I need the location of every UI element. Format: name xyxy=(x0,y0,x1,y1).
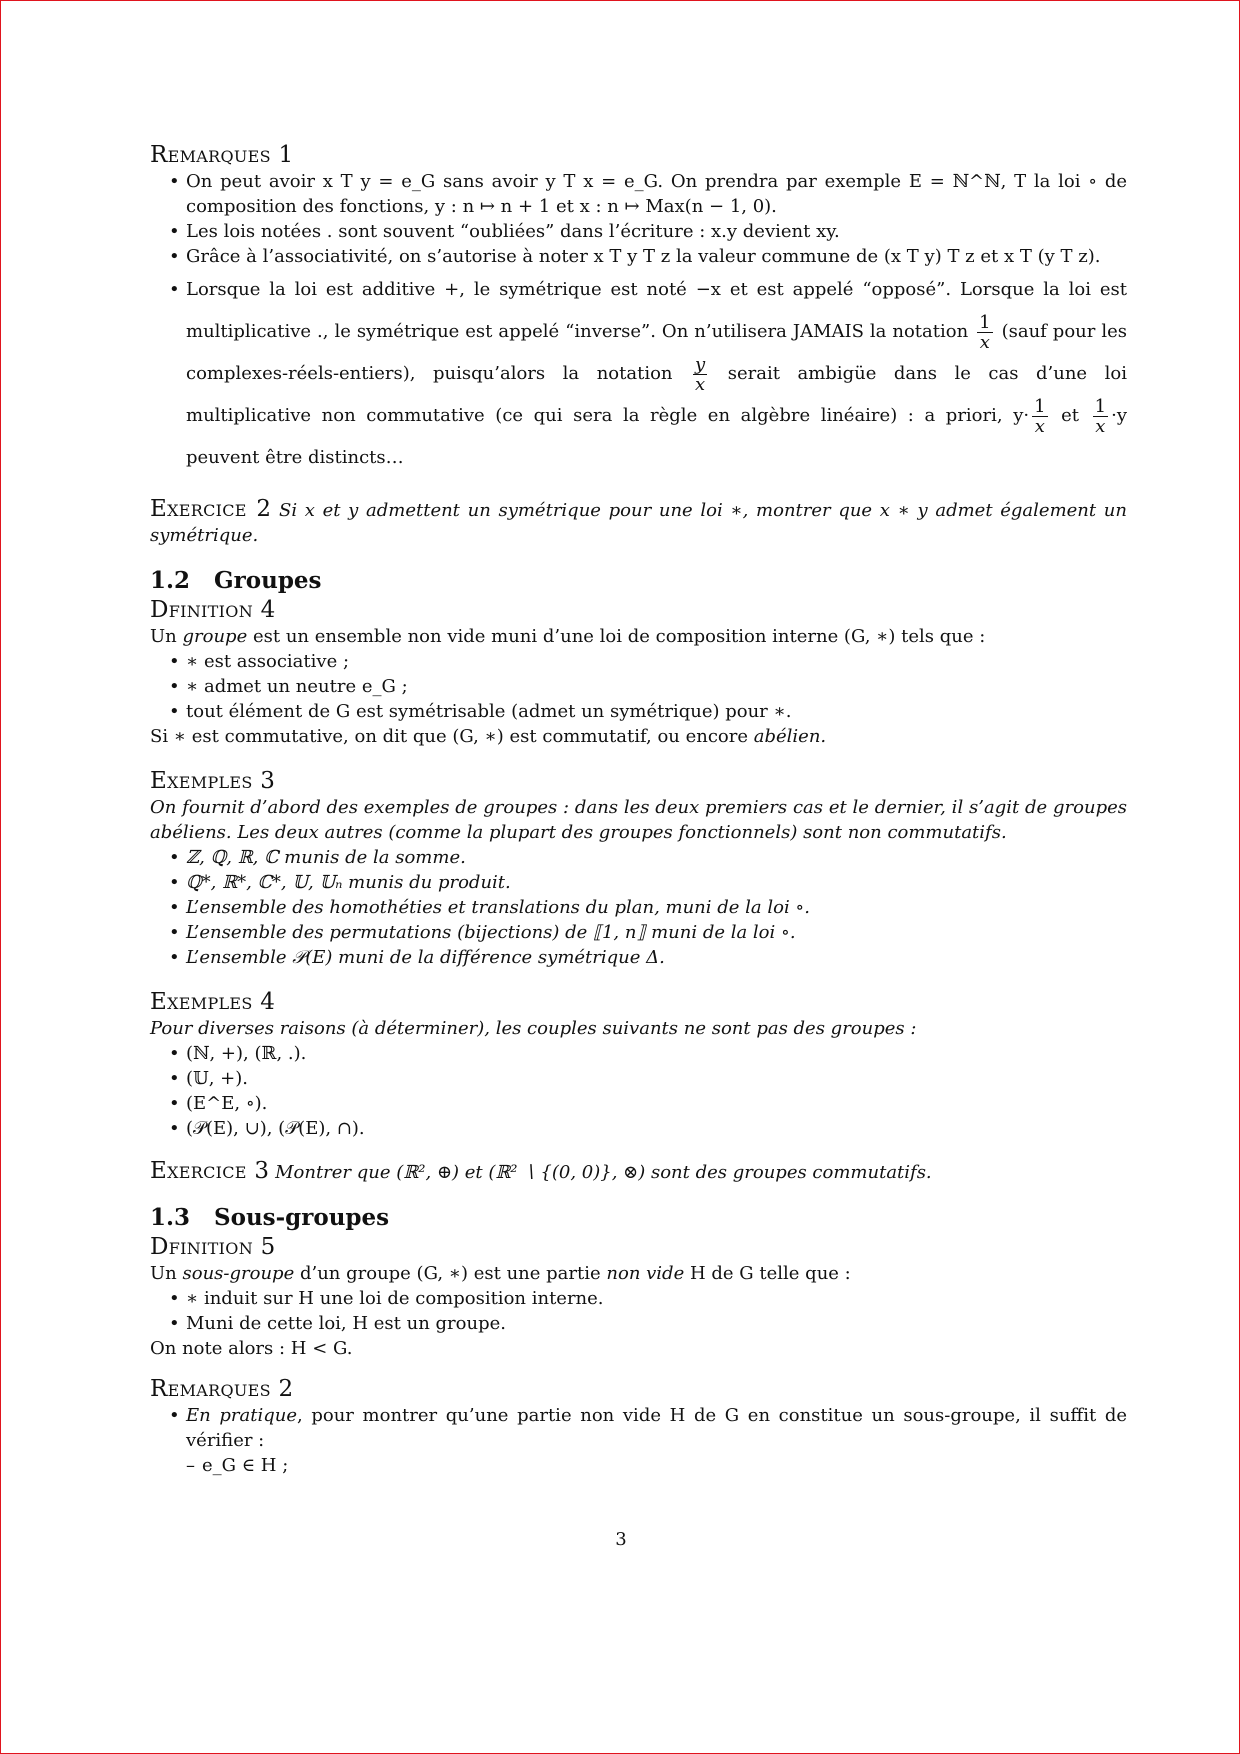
item4-text-3: serait ambigüe dans le cas d’une loi multiplicative non commutative (ce qui sera la règle en algèbre linéaire) : a priori, y· xyxy=(186,363,1127,426)
list-item: • (ℕ, +), (ℝ, .). xyxy=(186,1041,1127,1066)
section-number: 1.3 xyxy=(150,1204,191,1231)
list-item: • L’ensemble 𝒫(E) muni de la différence symétrique Δ. xyxy=(186,945,1127,970)
definition-5 xyxy=(150,1233,1127,1361)
section-title: Groupes xyxy=(214,567,322,594)
list-item: • (𝒫(E), ∪), (𝒫(E), ∩). xyxy=(186,1116,1127,1141)
exercise-3-label: Exercice 3 xyxy=(150,1158,270,1184)
remarks-2-title: Remarques 2 xyxy=(150,1376,294,1402)
examples-4-intro: Pour diverses raisons (à déterminer), les couples suivants ne sont pas des groupes : xyxy=(150,1018,917,1039)
sub-list-item: – e_G ∈ H ; xyxy=(202,1453,1127,1478)
examples-3-list xyxy=(150,845,1127,970)
remarks-2 xyxy=(150,1375,1127,1478)
list-item: • ∗ admet un neutre e_G ; xyxy=(186,674,1127,699)
exercise-2-label: Exercice 2 xyxy=(150,496,272,522)
list-item: • ℤ, ℚ, ℝ, ℂ munis de la somme. xyxy=(186,845,1127,870)
definition-4 xyxy=(150,596,1127,749)
section-1-2-heading xyxy=(150,566,1127,596)
list-item: • (E^E, ∘). xyxy=(186,1091,1127,1116)
examples-4-list xyxy=(150,1041,1127,1141)
list-item: • On peut avoir x T y = e_G sans avoir y T x = e_G. On prendra par exemple E = ℕ^ℕ, T la loi ∘ de composition des fonctions, y : n ↦ n + 1 et x : n ↦ Max(n − 1, 0). xyxy=(186,169,1127,219)
definition-5-outro: On note alors : H < G. xyxy=(150,1338,353,1359)
definition-5-list xyxy=(150,1286,1127,1336)
examples-4 xyxy=(150,988,1127,1141)
section-number: 1.2 xyxy=(150,567,191,594)
item4-text-1: Lorsque la loi est additive +, le symétrique est noté −x et est appelé “opposé”. Lorsque la loi est multiplicative ., le symétrique est appelé “inverse”. On n’utilisera JAMAIS la notation xyxy=(186,279,1127,342)
list-item: • En pratique, pour montrer qu’une partie non vide H de G en constitue un sous-groupe, il suffit de vérifier : – e_G ∈ H ; xyxy=(186,1403,1127,1478)
definition-4-title: Dfinition 4 xyxy=(150,597,276,623)
list-item: • (𝕌, +). xyxy=(186,1066,1127,1091)
examples-3-title: Exemples 3 xyxy=(150,768,276,794)
definition-4-list xyxy=(150,649,1127,724)
list-item: • ℚ*, ℝ*, ℂ*, 𝕌, 𝕌ₙ munis du produit. xyxy=(186,870,1127,895)
list-item: • tout élément de G est symétrisable (admet un symétrique) pour ∗. xyxy=(186,699,1127,724)
exercise-3 xyxy=(150,1159,1127,1185)
remarks-1-list xyxy=(150,169,1127,479)
item4-text-and: et xyxy=(1061,405,1080,426)
list-item: • ∗ est associative ; xyxy=(186,649,1127,674)
fraction-y-over-x: $\frac{y}{x}$ xyxy=(695,353,706,395)
definition-5-title: Dfinition 5 xyxy=(150,1234,276,1260)
remarks-1 xyxy=(150,141,1127,479)
definition-5-intro: Un sous-groupe d’un groupe (G, ∗) est une partie non vide H de G telle que : xyxy=(150,1263,851,1284)
list-item: • L’ensemble des homothéties et translations du plan, muni de la loi ∘. xyxy=(186,895,1127,920)
definition-4-outro: Si ∗ est commutative, on dit que (G, ∗) est commutatif, ou encore abélien. xyxy=(150,726,827,747)
examples-3-intro: On fournit d’abord des exemples de groupes : dans les deux premiers cas et le dernier, il s’agit de groupes abéliens. Les deux autres (comme la plupart des groupes fonctionnels) sont non commutatifs. xyxy=(150,797,1127,843)
item4-text-2: (sauf pour les complexes-réels-entiers), puisqu’alors la notation xyxy=(186,321,1127,384)
exercise-2 xyxy=(150,497,1127,548)
exercise-2-text: Si x et y admettent un symétrique pour une loi ∗, montrer que x ∗ y admet également un symétrique. xyxy=(150,500,1127,546)
exercise-3-text: Montrer que (ℝ², ⊕) et (ℝ² ∖ {(0, 0)}, ⊗) sont des groupes commutatifs. xyxy=(275,1162,932,1183)
fraction-1-over-x: $\frac{1}{x}$ xyxy=(979,311,991,353)
remarks-1-title: Remarques 1 xyxy=(150,142,294,168)
fraction-1-over-x: $\frac{1}{x}$ xyxy=(1094,395,1107,437)
list-item xyxy=(186,269,1127,479)
remarks-2-sublist xyxy=(186,1453,1127,1478)
examples-3 xyxy=(150,767,1127,970)
section-title: Sous-groupes xyxy=(214,1204,390,1231)
section-1-3-heading xyxy=(150,1203,1127,1233)
list-item: • Grâce à l’associativité, on s’autorise à noter x T y T z la valeur commune de (x T y) T z et x T (y T z). xyxy=(186,244,1127,269)
list-item: • Muni de cette loi, H est un groupe. xyxy=(186,1311,1127,1336)
examples-4-title: Exemples 4 xyxy=(150,989,276,1015)
list-item: • ∗ induit sur H une loi de composition interne. xyxy=(186,1286,1127,1311)
list-item: • L’ensemble des permutations (bijections) de ⟦1, n⟧ muni de la loi ∘. xyxy=(186,920,1127,945)
item4-text-end: ·y peuvent être distincts… xyxy=(186,405,1127,468)
page-number: 3 xyxy=(615,1529,627,1550)
remarks-2-list xyxy=(150,1403,1127,1478)
definition-4-intro: Un groupe est un ensemble non vide muni d’une loi de composition interne (G, ∗) tels que : xyxy=(150,626,986,647)
page-content xyxy=(150,141,1127,1478)
fraction-1-over-x: $\frac{1}{x}$ xyxy=(1034,395,1046,437)
list-item: • Les lois notées . sont souvent “oubliées” dans l’écriture : x.y devient xy. xyxy=(186,219,1127,244)
